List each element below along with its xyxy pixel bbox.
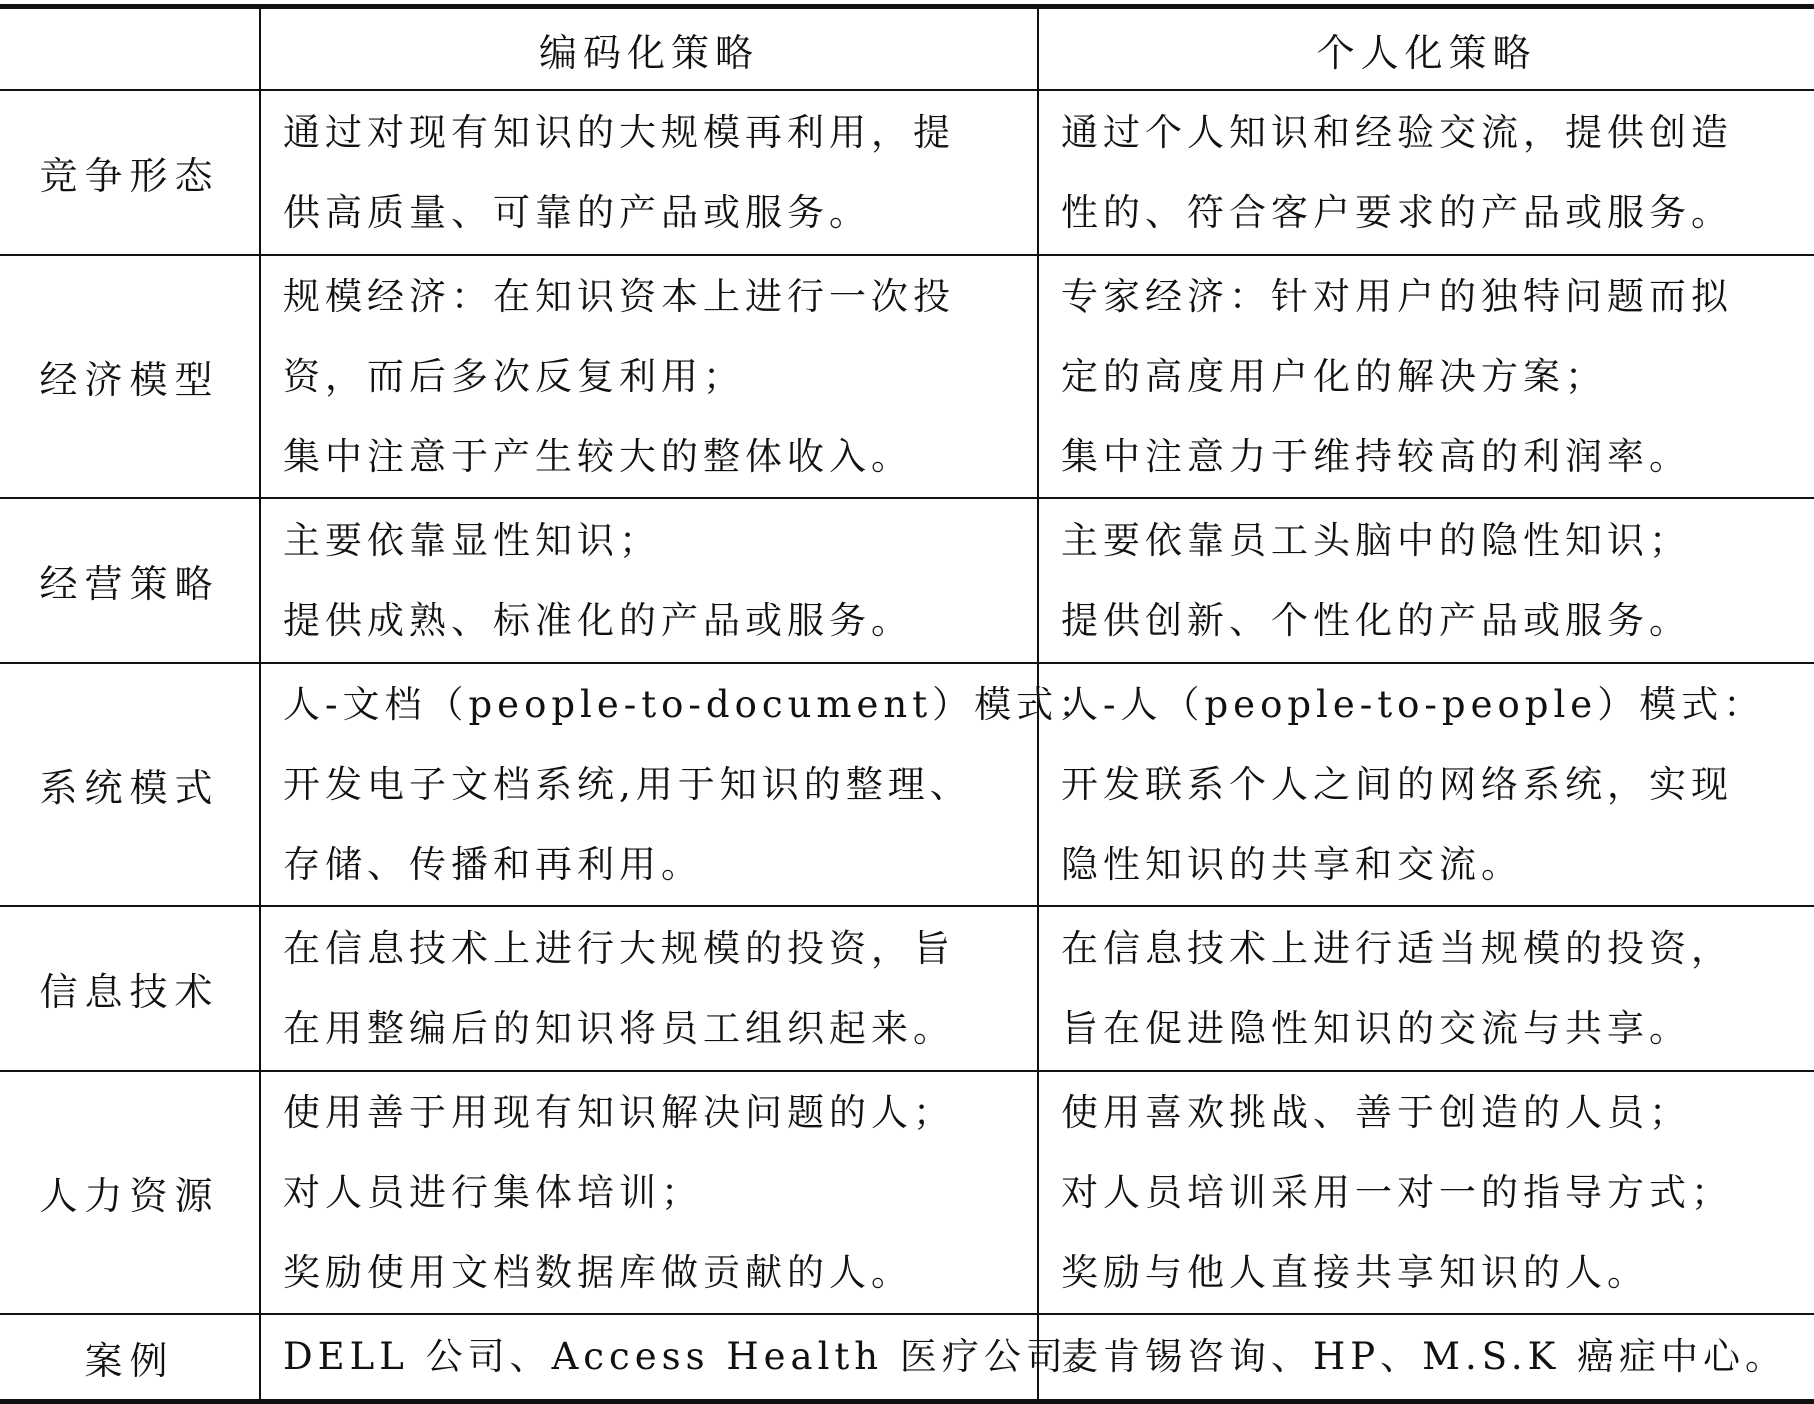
cell-line: 麦肯锡咨询、HP、M.S.K 癌症中心。 — [1061, 1335, 1788, 1378]
table-row-economic-model — [0, 255, 1814, 498]
table-row-operating-strategy — [0, 498, 1814, 663]
cell-line: 专家经济：针对用户的独特问题而拟 — [1061, 274, 1733, 318]
cell-line: 集中注意于产生较大的整体收入。 — [283, 434, 913, 478]
header-personalization-strategy: 个人化策略 — [1038, 7, 1814, 91]
personalization-cell — [1038, 1071, 1814, 1314]
row-label: 人力资源 — [0, 1071, 260, 1314]
cell-line: 定的高度用户化的解决方案； — [1061, 354, 1607, 398]
personalization-cell — [1038, 1314, 1814, 1402]
cell-line: 人-文档（people-to-document）模式： — [283, 682, 1101, 726]
codification-cell — [260, 663, 1101, 906]
table-row-system-mode — [0, 663, 1814, 906]
row-label: 信息技术 — [0, 906, 260, 1071]
cell-line: 规模经济：在知识资本上进行一次投 — [283, 274, 955, 318]
cell-line: 使用善于用现有知识解决问题的人； — [283, 1090, 955, 1134]
personalization-cell — [1038, 255, 1814, 498]
row-label: 经济模型 — [0, 255, 260, 498]
table-row-information-technology — [0, 906, 1814, 1071]
cell-line: 提供成熟、标准化的产品或服务。 — [283, 598, 913, 642]
codification-cell — [260, 255, 1038, 498]
codification-cell — [260, 906, 1038, 1071]
table-row-human-resources — [0, 1071, 1814, 1314]
row-label: 案例 — [0, 1314, 260, 1402]
table-row-competition — [0, 90, 1814, 255]
codification-cell — [260, 1314, 1110, 1402]
codification-cell — [260, 498, 1038, 663]
codification-cell — [260, 90, 1038, 255]
header-blank-cell — [0, 7, 260, 91]
cell-line: 通过个人知识和经验交流，提供创造 — [1061, 110, 1733, 154]
codification-cell — [260, 1071, 1038, 1314]
cell-line: 对人员进行集体培训； — [283, 1170, 703, 1214]
strategy-comparison-table-wrapper — [0, 4, 1814, 1404]
cell-line: 存储、传播和再利用。 — [283, 842, 703, 886]
table-header-row — [0, 7, 1814, 91]
row-label: 竞争形态 — [0, 90, 260, 255]
cell-line: 性的、符合客户要求的产品或服务。 — [1061, 190, 1733, 234]
cell-line: 在信息技术上进行大规模的投资，旨 — [283, 926, 955, 970]
cell-line: 主要依靠员工头脑中的隐性知识； — [1061, 518, 1691, 562]
strategy-comparison-table — [0, 4, 1814, 1404]
cell-line: 旨在促进隐性知识的交流与共享。 — [1061, 1006, 1691, 1050]
personalization-cell — [1038, 663, 1814, 906]
personalization-cell — [1038, 90, 1814, 255]
table-row-case-examples — [0, 1314, 1814, 1402]
cell-line: 资，而后多次反复利用； — [283, 354, 745, 398]
cell-line: 开发电子文档系统,用于知识的整理、 — [283, 762, 972, 806]
cell-line: 供高质量、可靠的产品或服务。 — [283, 190, 871, 234]
personalization-cell — [1038, 498, 1814, 663]
cell-line: 使用喜欢挑战、善于创造的人员； — [1061, 1090, 1691, 1134]
cell-line: 人-人（people-to-people）模式： — [1061, 682, 1766, 726]
cell-line: 在信息技术上进行适当规模的投资， — [1061, 926, 1733, 970]
row-label: 系统模式 — [0, 663, 260, 906]
cell-line: 奖励使用文档数据库做贡献的人。 — [283, 1250, 913, 1294]
header-codification-strategy: 编码化策略 — [260, 7, 1038, 91]
cell-line: 开发联系个人之间的网络系统，实现 — [1061, 762, 1733, 806]
personalization-cell — [1038, 906, 1814, 1071]
cell-line: 对人员培训采用一对一的指导方式； — [1061, 1170, 1733, 1214]
cell-line: DELL 公司、Access Health 医疗公司。 — [283, 1335, 1110, 1378]
cell-line: 在用整编后的知识将员工组织起来。 — [283, 1006, 955, 1050]
cell-line: 通过对现有知识的大规模再利用，提 — [283, 110, 955, 154]
cell-line: 提供创新、个性化的产品或服务。 — [1061, 598, 1691, 642]
cell-line: 隐性知识的共享和交流。 — [1061, 842, 1523, 886]
cell-line: 奖励与他人直接共享知识的人。 — [1061, 1250, 1649, 1294]
cell-line: 集中注意力于维持较高的利润率。 — [1061, 434, 1691, 478]
row-label: 经营策略 — [0, 498, 260, 663]
cell-line: 主要依靠显性知识； — [283, 518, 661, 562]
